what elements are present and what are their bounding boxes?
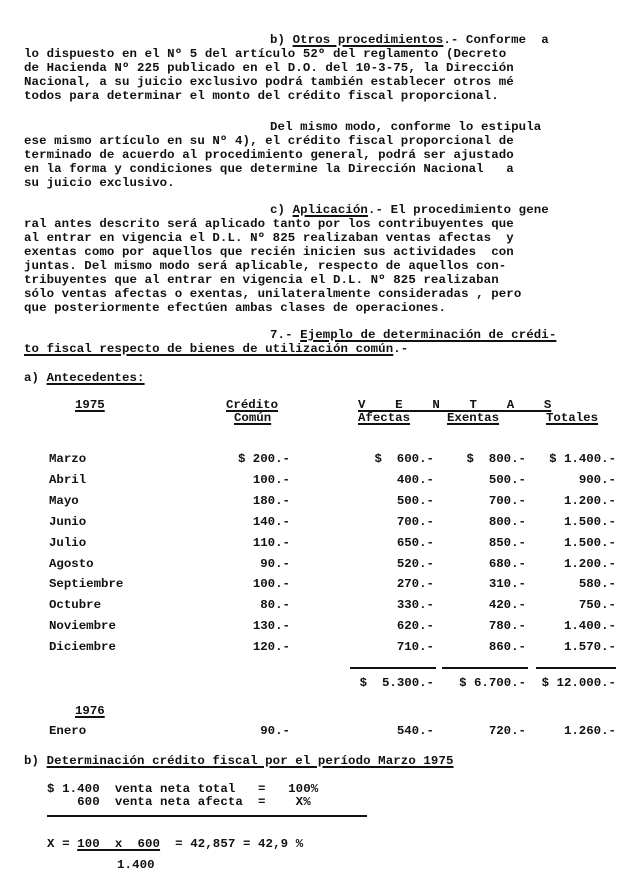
section-b-line: lo dispuesto en el Nº 5 del artículo 52º del reglamento (Decreto (24, 47, 507, 61)
formula-numerator: 100 x 600 (77, 837, 161, 851)
row-month: Octubre (49, 598, 102, 613)
paragraph-2-line: en la forma y condiciones que determine la Dirección Nacional a (24, 162, 514, 176)
section-b-line: Nacional, a su juicio exclusivo podrá también establecer otros mé (24, 75, 514, 89)
row-afectas: 540.- (396, 724, 434, 738)
section-c-line: ral antes descrito será aplicado tanto por los contribuyentes que (24, 217, 514, 231)
row-totales: 580.- (578, 577, 616, 592)
section-7-heading (270, 328, 556, 342)
totals-rule-exentas (442, 667, 528, 669)
section-c-line: que posteriormente efectúen ambas clases de operaciones. (24, 301, 446, 315)
row-credito: 90.- (260, 556, 290, 571)
determinacion-line2: 600 venta neta afecta = X% (47, 795, 311, 809)
row-afectas: 520.- (396, 556, 434, 571)
section-c-heading (270, 203, 549, 217)
totals-rule-totales (536, 667, 616, 669)
year-1976-label: 1976 (75, 704, 105, 718)
formula-denominator: 1.400 (117, 858, 155, 872)
determinacion-line1: $ 1.400 venta neta total = 100% (47, 782, 319, 796)
section-c-prefix: c) (270, 203, 293, 217)
section-7-title-suffix: .- (393, 342, 409, 356)
row-month: Noviembre (49, 619, 116, 634)
paragraph-2-first: Del mismo modo, conforme lo estipula (270, 120, 542, 134)
antecedentes-title: Antecedentes: (46, 371, 145, 385)
section-c-line: juntas. Del mismo modo será aplicable, respecto de aquellos con- (24, 259, 507, 273)
row-afectas: 500.- (396, 493, 434, 508)
row-exentas: 720.- (488, 724, 526, 738)
row-totales: 1.500.- (563, 514, 616, 529)
total-afectas: $ 5.300.- (359, 676, 434, 690)
row-afectas: 650.- (396, 535, 434, 550)
antecedentes-prefix: a) (24, 371, 47, 385)
row-totales: 1.500.- (563, 535, 616, 550)
row-totales: 1.200.- (563, 556, 616, 571)
row-credito: $ 200.- (237, 452, 290, 466)
section-b-line: de Hacienda Nº 225 publicado en el D.O. del 10-3-75, la Dirección (24, 61, 514, 75)
section-7-title-line2-wrap (24, 342, 408, 356)
row-credito: 140.- (252, 514, 290, 529)
antecedentes-heading (24, 371, 145, 385)
section-b-line: todos para determinar el monto del crédito fiscal proporcional. (24, 89, 499, 103)
row-month: Diciembre (49, 640, 116, 655)
section-c-line: tribuyentes que al entrar en vigencia el D.L. Nº 825 realizaban (24, 273, 499, 287)
section-b-heading (270, 33, 549, 47)
header-ventas: V E N T A S (358, 398, 552, 412)
row-month: Enero (49, 724, 87, 738)
row-totales: 750.- (578, 598, 616, 613)
section-c-line: sólo ventas afectas o exentas, unilateralmente consideradas , pero (24, 287, 522, 301)
row-totales: 1.400.- (563, 619, 616, 634)
header-exentas: Exentas (447, 411, 500, 425)
determinacion-heading (24, 754, 454, 768)
row-exentas: 850.- (488, 535, 526, 550)
row-credito: 80.- (260, 598, 290, 613)
row-exentas: 780.- (488, 619, 526, 634)
row-month: Abril (49, 472, 87, 487)
row-month: Agosto (49, 556, 94, 571)
header-totales: Totales (546, 411, 599, 425)
section-7-title-line2: to fiscal respecto de bienes de utilización común (24, 342, 394, 356)
row-afectas: 330.- (396, 598, 434, 613)
formula-rhs: = 42,857 = 42,9 % (160, 837, 304, 851)
row-credito: 110.- (252, 535, 290, 550)
header-comun: Común (234, 411, 272, 425)
total-exentas: $ 6.700.- (459, 676, 526, 690)
header-credito: Crédito (226, 398, 279, 412)
row-credito: 100.- (252, 472, 290, 487)
paragraph-2-line: terminado de acuerdo al procedimiento general, podrá ser ajustado (24, 148, 514, 162)
row-totales: 1.570.- (563, 640, 616, 655)
row-afectas: 270.- (396, 577, 434, 592)
total-totales: $ 12.000.- (541, 676, 616, 690)
row-afectas: 700.- (396, 514, 434, 529)
row-totales: 900.- (578, 472, 616, 487)
section-b-prefix: b) (270, 33, 293, 47)
row-credito: 130.- (252, 619, 290, 634)
row-credito: 120.- (252, 640, 290, 655)
section-c-line: al entrar en vigencia el D.L. Nº 825 realizaban ventas afectas y (24, 231, 514, 245)
formula-line (47, 837, 303, 851)
row-month: Junio (49, 514, 87, 529)
row-exentas: $ 800.- (466, 452, 526, 466)
row-credito: 90.- (260, 724, 290, 738)
row-exentas: 860.- (488, 640, 526, 655)
header-afectas: Afectas (358, 411, 411, 425)
row-afectas: 400.- (396, 472, 434, 487)
row-month: Marzo (49, 452, 87, 466)
section-b-line1-rest: .- Conforme a (443, 33, 549, 47)
row-afectas: 710.- (396, 640, 434, 655)
paragraph-2-line: ese mismo artículo en su Nº 4), el crédito fiscal proporcional de (24, 134, 514, 148)
determinacion-rule (47, 815, 367, 817)
row-credito: 180.- (252, 493, 290, 508)
row-totales: 1.200.- (563, 493, 616, 508)
section-c-title: Aplicación (292, 203, 368, 217)
paragraph-2-line: su juicio exclusivo. (24, 176, 175, 190)
row-exentas: 700.- (488, 493, 526, 508)
determinacion-prefix: b) (24, 754, 47, 768)
row-totales: $ 1.400.- (549, 452, 616, 466)
row-exentas: 310.- (488, 577, 526, 592)
totals-rule-afectas (350, 667, 436, 669)
row-exentas: 680.- (488, 556, 526, 571)
section-c-line: exentas como por aquellos que recién inicien sus actividades con (24, 245, 514, 259)
row-afectas: $ 600.- (374, 452, 434, 466)
row-month: Mayo (49, 493, 79, 508)
section-b-title: Otros procedimientos (292, 33, 444, 47)
determinacion-title: Determinación crédito fiscal por el período Marzo 1975 (46, 754, 454, 768)
row-afectas: 620.- (396, 619, 434, 634)
row-totales: 1.260.- (563, 724, 616, 738)
row-month: Julio (49, 535, 87, 550)
row-exentas: 500.- (488, 472, 526, 487)
row-exentas: 420.- (488, 598, 526, 613)
row-credito: 100.- (252, 577, 290, 592)
section-c-line1-rest: .- El procedimiento gene (367, 203, 549, 217)
section-7-title-line1: Ejemplo de determinación de crédi- (300, 328, 557, 342)
section-7-number: 7.- (270, 328, 301, 342)
row-month: Septiembre (49, 577, 124, 592)
row-exentas: 800.- (488, 514, 526, 529)
formula-lhs: X = (47, 837, 78, 851)
year-1975-label: 1975 (75, 398, 105, 412)
